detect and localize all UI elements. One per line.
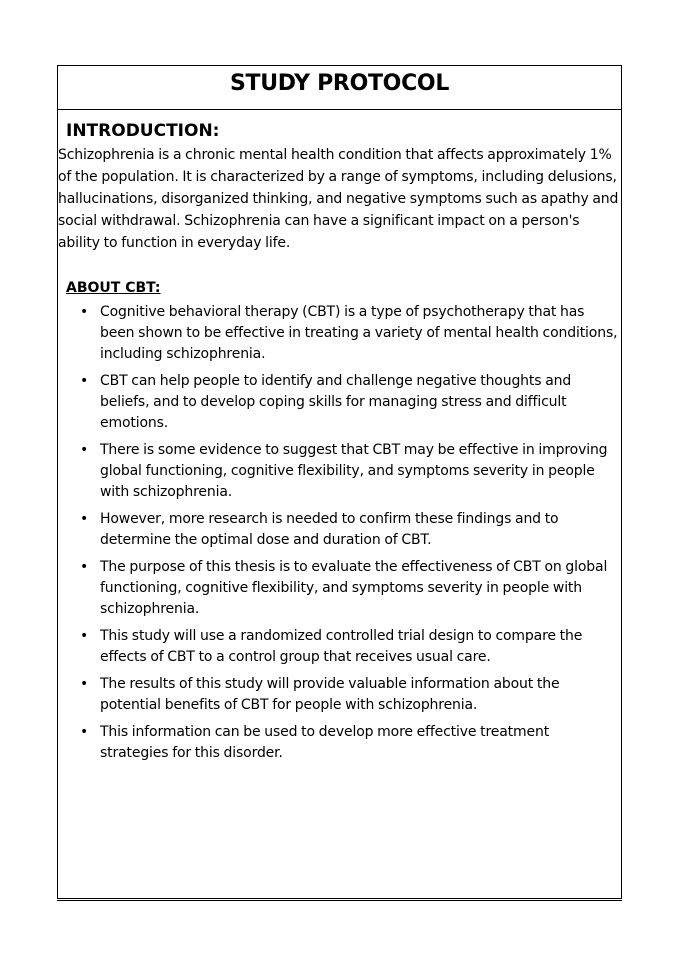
list-item [58,626,620,668]
list-item [58,302,620,365]
bullet-icon: • [80,373,89,389]
list-item [58,557,620,620]
bullet-icon: • [80,442,89,458]
list-item [58,722,620,764]
list-item-text: Cognitive behavioral therapy (CBT) is a type of psychotherapy that has been shown to be effective in treating a variety of mental health conditions, including schizophrenia. [100,304,618,362]
list-item-text: There is some evidence to suggest that CBT may be effective in improving global functioning, cognitive flexibility, and symptoms severity in people with schizophrenia. [100,442,608,500]
list-item [58,440,620,503]
bullet-icon: • [80,559,89,575]
list-item-text: CBT can help people to identify and challenge negative thoughts and beliefs, and to develop coping skills for managing stress and difficult emotions. [100,373,572,431]
bullet-icon: • [80,628,89,644]
list-item-text: However, more research is needed to confirm these findings and to determine the optimal dose and duration of CBT. [100,511,559,548]
bottom-divider [57,900,622,901]
bullet-icon: • [80,511,89,527]
list-item-text: The purpose of this thesis is to evaluate the effectiveness of CBT on global functioning, cognitive flexibility, and symptoms severity in people with schizophrenia. [100,559,608,617]
list-item [58,674,620,716]
introduction-text: Schizophrenia is a chronic mental health condition that affects approximately 1% of the population. It is characterized by a range of symptoms, including delusions, hallucinations, disorganized thinking, and negative symptoms such as apathy and social withdrawal. Schizophrenia can have a significant impact on a person's ability to function in everyday life. [58,147,619,251]
introduction-heading: INTRODUCTION: [66,121,220,141]
list-item [58,509,620,551]
list-item-text: This study will use a randomized controlled trial design to compare the effects of CBT to a control group that receives usual care. [100,628,583,665]
bullet-icon: • [80,724,89,740]
protocol-frame [57,65,622,899]
list-item-text: This information can be used to develop more effective treatment strategies for this disorder. [100,724,550,761]
title-bar [58,66,621,110]
list-item [58,371,620,434]
bullet-icon: • [80,676,89,692]
list-item-text: The results of this study will provide valuable information about the potential benefits of CBT for people with schizophrenia. [100,676,560,713]
page-title: STUDY PROTOCOL [229,71,450,96]
about-cbt-list [58,302,620,770]
bullet-icon: • [80,304,89,320]
about-cbt-heading: ABOUT CBT: [66,280,161,296]
